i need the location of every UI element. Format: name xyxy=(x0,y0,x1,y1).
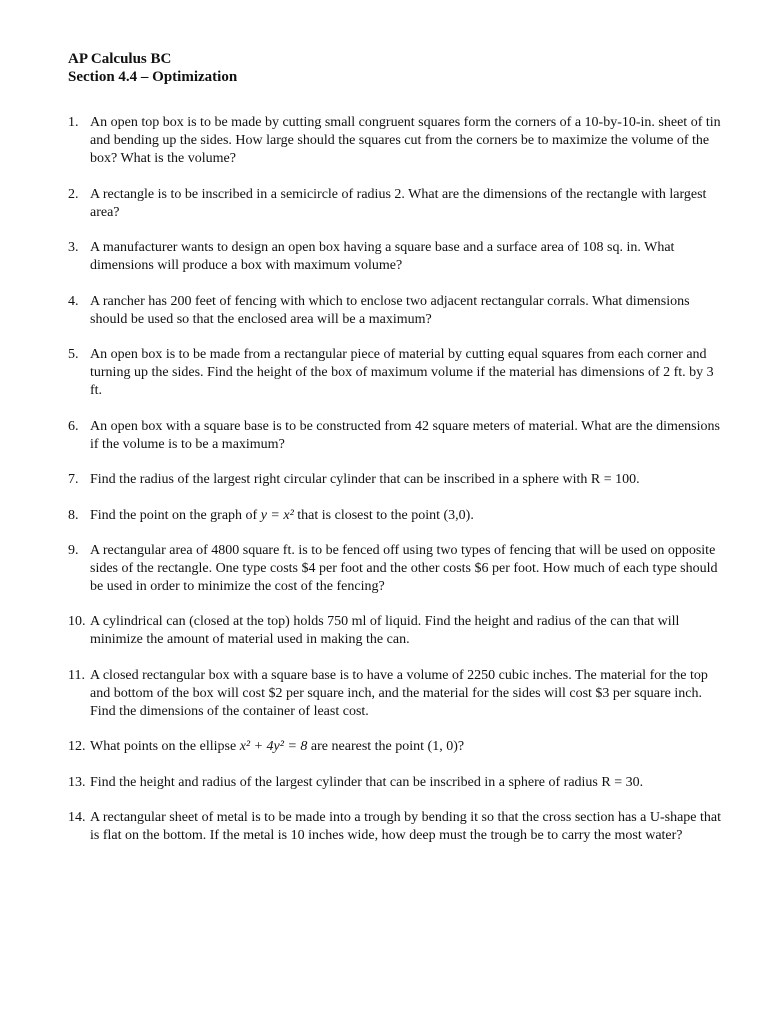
problem-number: 8. xyxy=(68,507,79,523)
worksheet-header xyxy=(68,50,237,86)
problem-text: A manufacturer wants to design an open box having a square base and a surface area of 108 sq. in. What dimensions will produce a box with maximum volume? xyxy=(90,240,675,273)
problem-text: Find the height and radius of the largest cylinder that can be inscribed in a sphere of radius R = 30. xyxy=(90,774,644,790)
problem-number: 5. xyxy=(68,347,79,362)
problem-text: A rectangular area of 4800 square ft. is to be fenced off using two types of fencing that will be used on opposite sides of the rectangle. One type costs $4 per foot and the other costs $6 per foot. How much of each type should be used in order to minimize the cost of the fencing? xyxy=(90,542,718,594)
problem-text-pre: Find the point on the graph of xyxy=(90,507,261,523)
problem-1 xyxy=(68,114,724,168)
problem-number: 2. xyxy=(68,186,79,202)
course-title: AP Calculus BC xyxy=(68,51,172,67)
problem-12 xyxy=(68,738,724,756)
problem-text: An open box with a square base is to be constructed from 42 square meters of material. What are the dimensions if the volume is to be a maximum? xyxy=(90,418,720,452)
problem-text: A rancher has 200 feet of fencing with which to enclose two adjacent rectangular corrals. What dimensions should be used so that the enclosed area will be a maximum? xyxy=(90,293,690,327)
problem-text-post: that is closest to the point (3,0). xyxy=(293,507,474,523)
problem-math: y = x² xyxy=(260,507,294,523)
problem-number: 6. xyxy=(68,418,79,434)
problem-number: 4. xyxy=(68,293,79,309)
problem-number: 1. xyxy=(68,115,79,130)
problem-number: 9. xyxy=(68,542,79,558)
problem-text: A rectangle is to be inscribed in a semicircle of radius 2. What are the dimensions of the rectangle with largest area? xyxy=(90,186,707,220)
problem-text: A cylindrical can (closed at the top) holds 750 ml of liquid. Find the height and radius of the can that will minimize the amount of material used in making the can. xyxy=(90,614,680,647)
section-title: Section 4.4 – Optimization xyxy=(68,69,238,85)
problem-number: 13. xyxy=(68,774,86,790)
problem-math: x² + 4y² = 8 xyxy=(239,739,308,754)
problem-number: 10. xyxy=(68,614,86,629)
problem-number: 12. xyxy=(68,739,86,754)
problem-text: Find the radius of the largest right circular cylinder that can be inscribed in a sphere with R = 100. xyxy=(90,472,640,487)
problem-text xyxy=(90,738,724,756)
problem-14 xyxy=(68,809,724,845)
problem-7 xyxy=(68,471,724,489)
problem-text: A rectangular sheet of metal is to be made into a trough by bending it so that the cross section has a U-shape that is flat on the bottom. If the metal is 10 inches wide, how deep must the trough be to carry the most water? xyxy=(90,810,721,843)
problem-10 xyxy=(68,613,724,649)
problem-number: 11. xyxy=(68,667,85,683)
problem-4 xyxy=(68,293,724,329)
problem-text: A closed rectangular box with a square base is to have a volume of 2250 cubic inches. The material for the top and bottom of the box will cost $2 per square inch, and the material for the sides will cost $3 per square inch. Find the dimensions of the container of least cost. xyxy=(90,667,708,719)
problem-text xyxy=(90,507,724,525)
problem-2 xyxy=(68,186,724,222)
problem-13 xyxy=(68,774,724,792)
problem-9 xyxy=(68,542,724,596)
problem-8 xyxy=(68,507,724,525)
problem-list xyxy=(68,114,724,863)
problem-number: 14. xyxy=(68,810,86,825)
problem-number: 7. xyxy=(68,472,79,487)
problem-text-pre: What points on the ellipse xyxy=(90,739,240,754)
problem-number: 3. xyxy=(68,240,79,255)
problem-5 xyxy=(68,346,724,400)
problem-text: An open top box is to be made by cutting small congruent squares form the corners of a 10-by-10-in. sheet of tin and bending up the sides. How large should the squares cut from the corners be to maximize the volume of the box? What is the volume? xyxy=(90,115,721,166)
problem-11 xyxy=(68,667,724,721)
problem-text: An open box is to be made from a rectangular piece of material by cutting equal squares from each corner and turning up the sides. Find the height of the box of maximum volume if the material has dimensions of 2 ft. by 3 ft. xyxy=(90,347,714,398)
problem-6 xyxy=(68,418,724,454)
problem-3 xyxy=(68,239,724,275)
problem-text-post: are nearest the point (1, 0)? xyxy=(307,739,465,754)
